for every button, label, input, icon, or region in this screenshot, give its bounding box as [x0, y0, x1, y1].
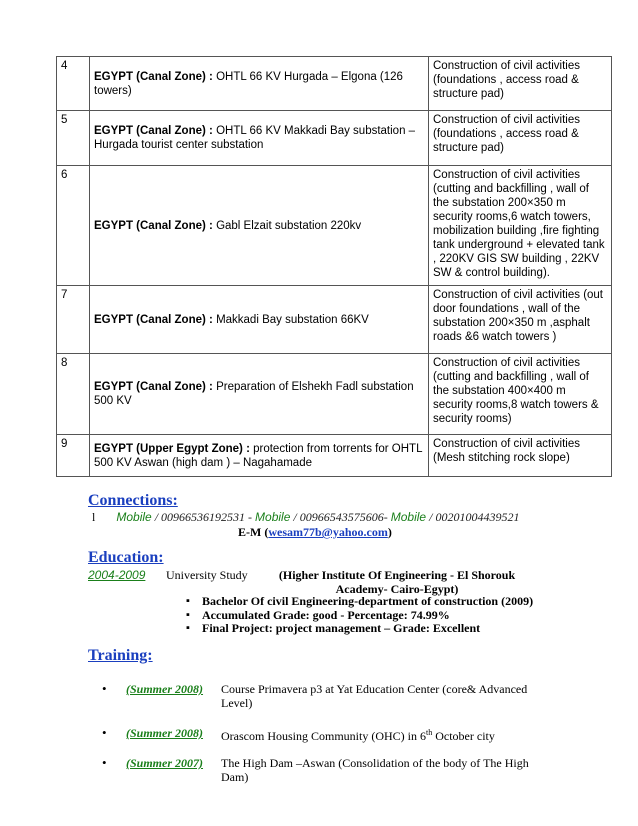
connections-heading: Connections:: [88, 492, 178, 509]
training-date: (Summer 2008): [126, 682, 204, 696]
mobile-number: / 00201004439521: [426, 510, 520, 524]
project-description: Construction of civil activities (out door foundations , wall of the substation 200×350 m ,asphalt roads &6 watch towers ): [429, 286, 612, 354]
zone-separator: :: [205, 70, 217, 83]
training-text-part: October city: [432, 729, 495, 743]
mobile-label: Mobile: [390, 510, 427, 524]
mobile-number: / 00966543575606-: [290, 510, 391, 524]
project-zone: EGYPT (Upper Egypt Zone): [94, 442, 243, 455]
zone-separator: :: [242, 442, 254, 455]
row-number: 5: [57, 111, 90, 166]
row-number: 8: [57, 354, 90, 435]
training-text: The High Dam –Aswan (Consolidation of the body of The High Dam): [221, 756, 529, 784]
mobile-label: Mobile: [116, 510, 152, 524]
email-label: E-M (: [238, 525, 269, 539]
contact-mobile-line: [92, 510, 519, 525]
project-title: [90, 435, 429, 477]
training-text: [221, 726, 541, 743]
project-description: Construction of civil activities (cutting and backfilling , wall of the substation 200×350 m security rooms,6 watch towers, mobilization building ,fire fighting tank underground + elevated tank , 220KV GIS SW building , 22KV SW & control building).: [429, 166, 612, 286]
project-name: OHTL 66 KV Hurgada – Elgona (126 towers): [94, 70, 403, 97]
project-name: Preparation of Elshekh Fadl substation 500 KV: [94, 381, 414, 407]
mobile-label: Mobile: [255, 510, 291, 524]
education-years: 2004-2009: [88, 568, 146, 582]
row-number: 4: [57, 57, 90, 111]
list-item: ▪ Accumulated Grade: good - Percentage: 74.99%: [186, 609, 533, 623]
table-row: [57, 166, 612, 286]
table-row: [57, 286, 612, 354]
table-row: [57, 435, 612, 477]
row-number: 7: [57, 286, 90, 354]
list-item: ▪ Final Project: project management – Grade: Excellent: [186, 622, 533, 636]
list-bullet: •: [102, 725, 107, 740]
row-number: 9: [57, 435, 90, 477]
zone-separator: :: [205, 219, 217, 232]
education-heading: Education:: [88, 549, 164, 566]
row-number: 6: [57, 166, 90, 286]
projects-table: [56, 56, 612, 477]
zone-separator: :: [205, 125, 217, 137]
project-title: [90, 354, 429, 435]
list-bullet: •: [102, 681, 107, 696]
project-name: Makkadi Bay substation 66KV: [216, 313, 369, 326]
project-name: OHTL 66 KV Makkadi Bay substation – Hurgada tourist center substation: [94, 125, 416, 151]
project-zone: EGYPT (Canal Zone): [94, 219, 206, 232]
training-text-part: Orascom Housing Community (OHC) in 6: [221, 729, 426, 743]
table-row: [57, 354, 612, 435]
project-description: Construction of civil activities (cutting and backfilling , wall of the substation 400×400 m security rooms,8 watch towers & security rooms): [429, 354, 612, 435]
list-item: ▪ Bachelor Of civil Engineering-department of construction (2009): [186, 595, 533, 609]
list-bullet: •: [102, 755, 107, 770]
email-close: ): [387, 525, 392, 539]
project-name: protection from torrents for OHTL 500 KV Aswan (high dam ) – Nagahamade: [94, 442, 423, 469]
training-text: Course Primavera p3 at Yat Education Center (core& Advanced Level): [221, 682, 528, 710]
project-zone: EGYPT (Canal Zone): [94, 70, 206, 83]
project-title: [90, 111, 429, 166]
training-heading: Training:: [88, 647, 153, 664]
email-link[interactable]: wesam77b@yahoo.com: [268, 525, 388, 539]
zone-separator: :: [205, 313, 217, 326]
project-zone: EGYPT (Canal Zone): [94, 313, 206, 326]
project-zone: EGYPT (Canal Zone): [94, 381, 206, 393]
project-title: [90, 286, 429, 354]
project-name: Gabl Elzait substation 220kv: [216, 219, 362, 232]
email-line: [238, 525, 392, 540]
project-title: [90, 166, 429, 286]
project-description: Construction of civil activities (Mesh stitching rock slope): [429, 435, 612, 477]
list-bullet: l: [92, 510, 96, 524]
training-date: (Summer 2007): [126, 756, 204, 770]
project-title: [90, 57, 429, 111]
table-row: [57, 57, 612, 111]
education-list: [186, 595, 533, 636]
table-row: [57, 111, 612, 166]
training-date: (Summer 2008): [126, 726, 204, 740]
zone-separator: :: [205, 381, 217, 393]
ordinal-suffix: th: [426, 728, 433, 737]
mobile-number: / 00966536192531 -: [151, 510, 256, 524]
education-institute: (Higher Institute Of Engineering - El Shorouk Academy- Cairo-Egypt): [278, 568, 516, 596]
project-description: Construction of civil activities (foundations , access road & structure pad): [429, 57, 612, 111]
project-description: Construction of civil activities (foundations , access road & structure pad): [429, 111, 612, 166]
project-zone: EGYPT (Canal Zone): [94, 125, 206, 137]
education-study: University Study: [166, 568, 248, 582]
